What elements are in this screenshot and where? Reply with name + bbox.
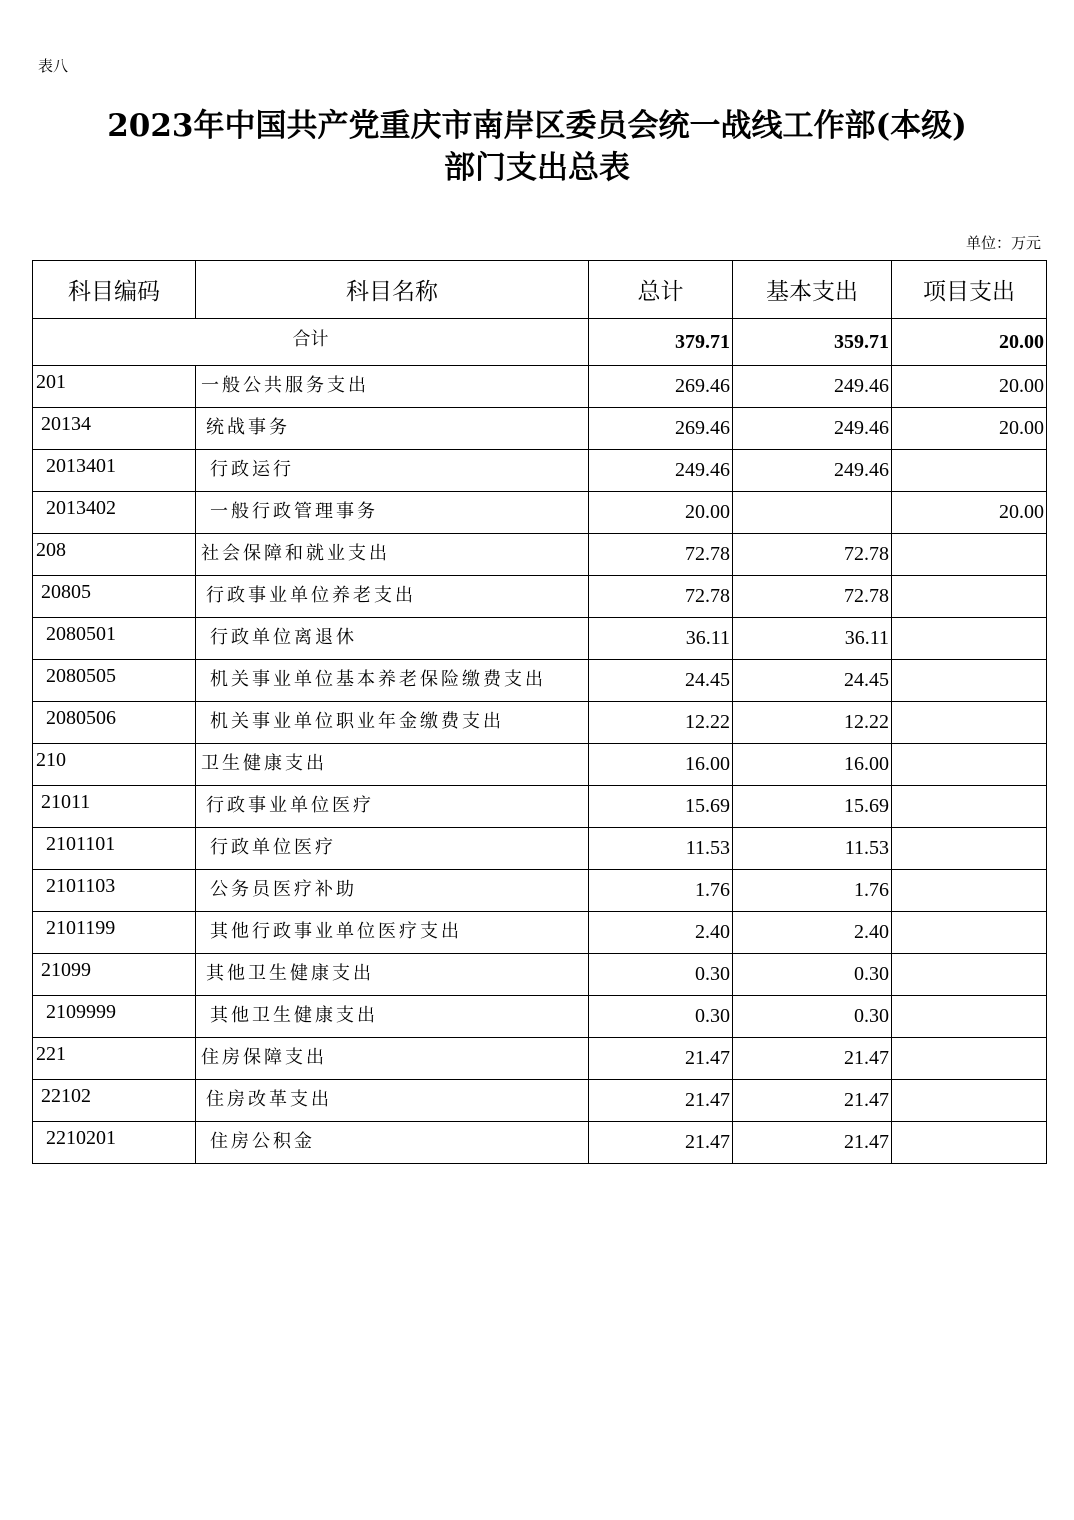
row-total: 21.47 <box>589 1122 733 1164</box>
table-row <box>33 1080 1047 1122</box>
row-total: 72.78 <box>589 534 733 576</box>
row-total: 0.30 <box>589 996 733 1038</box>
row-code: 2080506 <box>33 702 196 744</box>
table-number: 表八 <box>38 57 69 75</box>
row-total: 36.11 <box>589 618 733 660</box>
header-name: 科目名称 <box>196 261 589 319</box>
row-basic: 11.53 <box>733 828 892 870</box>
row-total: 24.45 <box>589 660 733 702</box>
row-code: 22102 <box>33 1080 196 1122</box>
row-project <box>892 618 1047 660</box>
total-row <box>33 319 1047 366</box>
row-project <box>892 954 1047 996</box>
row-basic: 36.11 <box>733 618 892 660</box>
row-name: 其他卫生健康支出 <box>196 954 589 996</box>
row-code: 2013402 <box>33 492 196 534</box>
row-name: 机关事业单位职业年金缴费支出 <box>196 702 589 744</box>
row-code: 2101101 <box>33 828 196 870</box>
row-name: 一般行政管理事务 <box>196 492 589 534</box>
row-code: 2101103 <box>33 870 196 912</box>
row-total: 16.00 <box>589 744 733 786</box>
row-total: 0.30 <box>589 954 733 996</box>
row-basic: 15.69 <box>733 786 892 828</box>
row-code: 2080501 <box>33 618 196 660</box>
row-name: 机关事业单位基本养老保险缴费支出 <box>196 660 589 702</box>
row-project: 20.00 <box>892 492 1047 534</box>
row-basic: 249.46 <box>733 366 892 408</box>
row-code: 2101199 <box>33 912 196 954</box>
row-code: 2013401 <box>33 450 196 492</box>
total-basic: 359.71 <box>733 319 892 366</box>
row-name: 行政事业单位养老支出 <box>196 576 589 618</box>
row-total: 15.69 <box>589 786 733 828</box>
table-row <box>33 996 1047 1038</box>
table-row <box>33 660 1047 702</box>
row-total: 20.00 <box>589 492 733 534</box>
total-label: 合计 <box>33 319 589 366</box>
row-name: 行政运行 <box>196 450 589 492</box>
row-project <box>892 996 1047 1038</box>
row-total: 249.46 <box>589 450 733 492</box>
row-basic: 72.78 <box>733 576 892 618</box>
table-row <box>33 1122 1047 1164</box>
row-name: 行政单位医疗 <box>196 828 589 870</box>
row-project: 20.00 <box>892 366 1047 408</box>
table-row <box>33 828 1047 870</box>
table-row <box>33 702 1047 744</box>
table-row <box>33 1038 1047 1080</box>
row-basic: 72.78 <box>733 534 892 576</box>
table-row <box>33 408 1047 450</box>
document-subtitle: 部门支出总表 <box>444 150 630 186</box>
row-name: 一般公共服务支出 <box>196 366 589 408</box>
row-name: 其他卫生健康支出 <box>196 996 589 1038</box>
table-row <box>33 954 1047 996</box>
row-name: 卫生健康支出 <box>196 744 589 786</box>
row-name: 住房改革支出 <box>196 1080 589 1122</box>
header-code: 科目编码 <box>33 261 196 319</box>
table-row <box>33 366 1047 408</box>
row-total: 21.47 <box>589 1080 733 1122</box>
row-total: 72.78 <box>589 576 733 618</box>
row-project <box>892 1122 1047 1164</box>
expenditure-table <box>32 260 1047 1164</box>
row-project <box>892 828 1047 870</box>
row-basic: 0.30 <box>733 996 892 1038</box>
row-project <box>892 450 1047 492</box>
row-project <box>892 744 1047 786</box>
row-basic: 21.47 <box>733 1080 892 1122</box>
row-basic: 16.00 <box>733 744 892 786</box>
row-project <box>892 534 1047 576</box>
row-project: 20.00 <box>892 408 1047 450</box>
row-name: 社会保障和就业支出 <box>196 534 589 576</box>
row-basic <box>733 492 892 534</box>
row-code: 210 <box>33 744 196 786</box>
row-code: 20805 <box>33 576 196 618</box>
row-name: 住房公积金 <box>196 1122 589 1164</box>
table-row <box>33 618 1047 660</box>
total-project: 20.00 <box>892 319 1047 366</box>
row-project <box>892 870 1047 912</box>
table-header-row <box>33 261 1047 319</box>
row-project <box>892 660 1047 702</box>
row-total: 12.22 <box>589 702 733 744</box>
row-total: 1.76 <box>589 870 733 912</box>
row-project <box>892 1080 1047 1122</box>
row-project <box>892 576 1047 618</box>
row-name: 统战事务 <box>196 408 589 450</box>
header-total: 总计 <box>589 261 733 319</box>
row-total: 2.40 <box>589 912 733 954</box>
table-row <box>33 534 1047 576</box>
header-basic: 基本支出 <box>733 261 892 319</box>
row-total: 21.47 <box>589 1038 733 1080</box>
row-basic: 2.40 <box>733 912 892 954</box>
table-row <box>33 492 1047 534</box>
row-code: 2210201 <box>33 1122 196 1164</box>
row-basic: 249.46 <box>733 450 892 492</box>
row-total: 269.46 <box>589 408 733 450</box>
row-code: 208 <box>33 534 196 576</box>
table-row <box>33 576 1047 618</box>
table-row <box>33 786 1047 828</box>
row-basic: 1.76 <box>733 870 892 912</box>
row-project <box>892 1038 1047 1080</box>
row-basic: 24.45 <box>733 660 892 702</box>
row-code: 2080505 <box>33 660 196 702</box>
unit-label: 单位：万元 <box>965 234 1041 252</box>
header-project: 项目支出 <box>892 261 1047 319</box>
row-name: 公务员医疗补助 <box>196 870 589 912</box>
row-name: 其他行政事业单位医疗支出 <box>196 912 589 954</box>
document-title: 2023年中国共产党重庆市南岸区委员会统一战线工作部(本级) <box>107 108 967 144</box>
row-code: 21011 <box>33 786 196 828</box>
row-project <box>892 786 1047 828</box>
row-basic: 21.47 <box>733 1122 892 1164</box>
row-code: 221 <box>33 1038 196 1080</box>
table-row <box>33 744 1047 786</box>
row-code: 201 <box>33 366 196 408</box>
row-name: 行政单位离退休 <box>196 618 589 660</box>
total-sum: 379.71 <box>589 319 733 366</box>
row-basic: 249.46 <box>733 408 892 450</box>
row-basic: 0.30 <box>733 954 892 996</box>
table-row <box>33 912 1047 954</box>
row-basic: 21.47 <box>733 1038 892 1080</box>
row-project <box>892 702 1047 744</box>
row-code: 21099 <box>33 954 196 996</box>
row-name: 住房保障支出 <box>196 1038 589 1080</box>
table-row <box>33 450 1047 492</box>
table-row <box>33 870 1047 912</box>
row-total: 269.46 <box>589 366 733 408</box>
row-code: 20134 <box>33 408 196 450</box>
row-code: 2109999 <box>33 996 196 1038</box>
row-name: 行政事业单位医疗 <box>196 786 589 828</box>
row-total: 11.53 <box>589 828 733 870</box>
row-project <box>892 912 1047 954</box>
row-basic: 12.22 <box>733 702 892 744</box>
